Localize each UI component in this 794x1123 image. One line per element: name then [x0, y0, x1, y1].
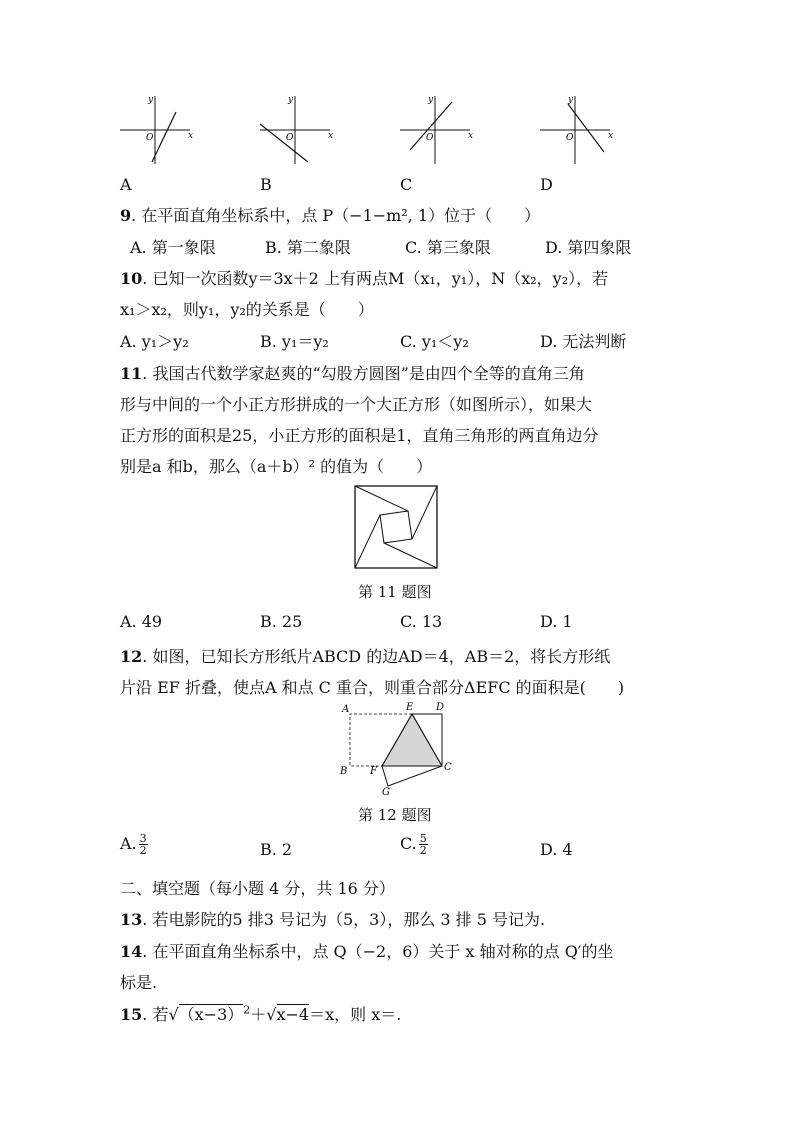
fig-label-c: C — [444, 762, 452, 773]
fraction-five-halves: $\frac{5}{2}$ — [419, 832, 427, 857]
q15-stem: 15. 若$√(x-3)^2+√x-4=x$，则 x＝. — [120, 1003, 402, 1024]
q11-stem-line4: 别是a 和b，那么（a＋b）² 的值为（ ） — [120, 457, 433, 476]
q10-option-d: D. 无法判断 — [540, 332, 627, 351]
q12-option-b: B. 2 — [260, 840, 293, 859]
graph-d — [540, 95, 613, 164]
origin-label: O — [286, 133, 294, 143]
graph-label-a: A — [120, 175, 132, 194]
graph-label-b: B — [260, 175, 272, 194]
q11-stem-line3: 正方形的面积是25，小正方形的面积是1，直角三角形的两直角边分 — [120, 426, 599, 445]
q9-option-c: C. 第三象限 — [405, 238, 491, 257]
q10-option-a: A. y₁＞y₂ — [120, 332, 189, 351]
fig-label-f: F — [370, 766, 377, 777]
q9-option-b: B. 第二象限 — [265, 238, 351, 257]
fig-label-e: E — [406, 702, 414, 713]
section2-title: 二、填空题（每小题 4 分，共 16 分） — [120, 879, 395, 898]
graph-label-c: C — [400, 175, 413, 194]
q12-text-1: . 如图，已知长方形纸片ABCD 的边AD＝4，AB＝2，将长方形纸 — [142, 647, 611, 666]
radicand-2: x−4 — [276, 1005, 310, 1024]
q15-number: 15 — [120, 1005, 143, 1024]
q12-stem-line1 — [120, 644, 610, 667]
axis-y-label: y — [288, 95, 294, 105]
q13-number: 13 — [120, 910, 143, 929]
q11-text-1: . 我国古代数学家赵爽的“勾股方圆图”是由四个全等的直角三角 — [142, 364, 585, 383]
fraction-three-halves: $\frac{3}{2}$ — [139, 832, 147, 857]
q10-option-b: B. y₁＝y₂ — [260, 332, 329, 351]
axis-x-label: x — [188, 131, 194, 141]
q10-number: 10 — [120, 269, 143, 288]
q13-stem — [120, 907, 545, 930]
q10-stem-line2: x₁＞x₂，则y₁，y₂的关系是（ ） — [120, 300, 374, 319]
axis-x-label: x — [328, 131, 334, 141]
q14-stem-line2: 标是. — [120, 973, 158, 992]
folded-rectangle-figure — [336, 698, 458, 796]
q12-option-d: D. 4 — [540, 840, 573, 859]
graph-b — [260, 95, 333, 164]
zhao-shuang-square-figure — [354, 485, 438, 569]
graph-c — [400, 95, 473, 164]
radicand-1: （x−3） — [178, 1005, 244, 1024]
exponent-2: 2 — [243, 1003, 251, 1017]
q11-option-d: D. 1 — [540, 612, 573, 631]
fig-label-a: A — [342, 704, 350, 715]
q11-option-a: A. 49 — [120, 612, 163, 631]
q10-stem-line1 — [120, 266, 608, 289]
axis-y-label: y — [428, 95, 434, 105]
q12-option-c: C. $\frac{5}{2}$ — [400, 832, 427, 857]
q12-option-a: A. $\frac{3}{2}$ — [120, 832, 147, 857]
axis-x-label: x — [468, 131, 474, 141]
q14-text-1: . 在平面直角坐标系中，点 Q（−2，6）关于 x 轴对称的点 Q′的坐 — [142, 942, 614, 961]
origin-label: O — [426, 133, 434, 143]
q12-stem-line2: 片沿 EF 折叠，使点A 和点 C 重合，则重合部分ΔEFC 的面积是( ) — [120, 678, 625, 697]
axis-y-label: y — [568, 95, 574, 105]
origin-label: O — [566, 133, 574, 143]
q11-stem-line1 — [120, 361, 585, 384]
q11-number: 11 — [120, 364, 143, 383]
q9-option-d: D. 第四象限 — [545, 238, 632, 257]
q13-text: . 若电影院的5 排3 号记为（5，3），那么 3 排 5 号记为. — [142, 910, 546, 929]
q9-number: 9 — [120, 206, 132, 225]
q11-caption: 第 11 题图 — [358, 583, 432, 601]
q11-stem-line2: 形与中间的一个小正方形拼成的一个大正方形（如图所示），如果大 — [120, 395, 593, 414]
sqrt-symbol: √ — [168, 1005, 179, 1024]
q11-option-b: B. 25 — [260, 612, 303, 631]
q9-text: . 在平面直角坐标系中，点 P（−1−m², 1）位于（ ） — [131, 206, 541, 225]
q14-number: 14 — [120, 942, 143, 961]
sqrt-symbol-2: √ — [266, 1005, 277, 1024]
q10-option-c: C. y₁＜y₂ — [400, 332, 469, 351]
fig-label-d: D — [436, 702, 445, 713]
fig-label-g: G — [382, 787, 390, 796]
graph-a — [120, 95, 193, 164]
q10-text-1: . 已知一次函数y＝3x＋2 上有两点M（x₁，y₁），N（x₂，y₂），若 — [142, 269, 609, 288]
origin-label: O — [146, 133, 154, 143]
q14-stem-line1 — [120, 939, 613, 962]
q12-number: 12 — [120, 647, 143, 666]
axis-x-label: x — [608, 131, 614, 141]
graph-label-d: D — [540, 175, 553, 194]
q9-option-a: A. 第一象限 — [130, 238, 216, 257]
linear-graphs-figure — [110, 88, 670, 168]
axis-y-label: y — [148, 95, 154, 105]
fig-label-b: B — [340, 766, 348, 777]
q11-option-c: C. 13 — [400, 612, 443, 631]
q12-caption: 第 12 题图 — [358, 806, 432, 824]
q9-stem — [120, 203, 540, 226]
